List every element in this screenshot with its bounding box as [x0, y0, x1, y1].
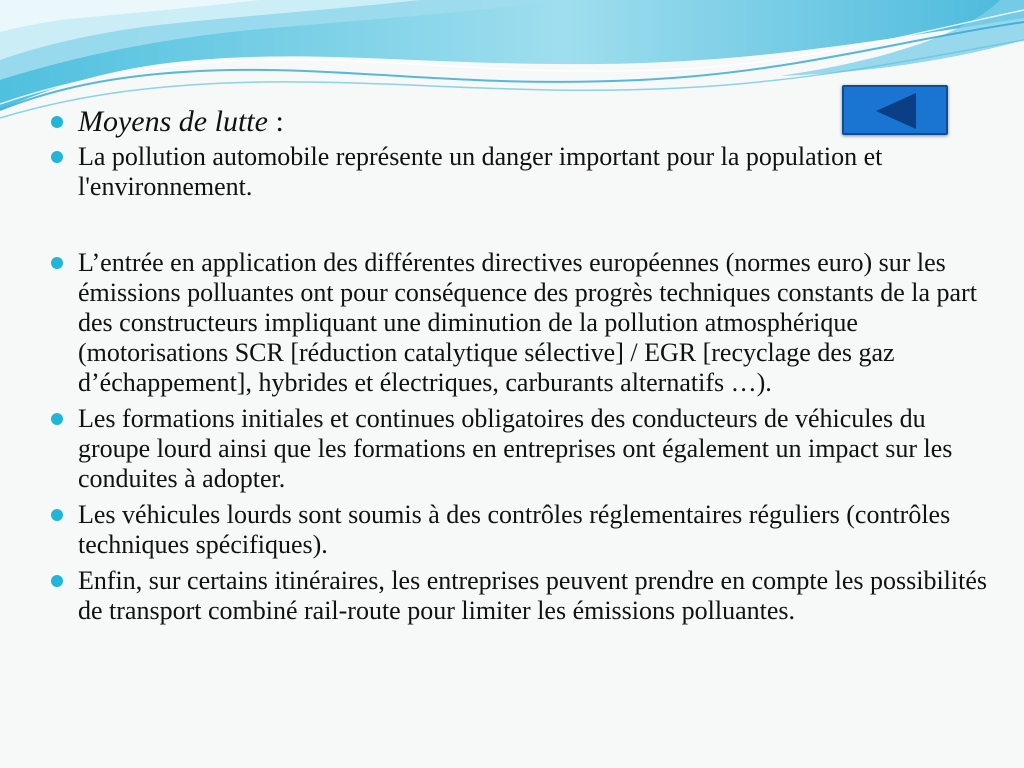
bullet-item [48, 404, 998, 494]
bullet-item [48, 566, 998, 626]
bullet-text: Les véhicules lourds sont soumis à des contrôles réglementaires réguliers (contrôles techniques spécifiques). [78, 500, 951, 559]
bullet-dot [51, 413, 63, 425]
bullet-item [48, 142, 998, 202]
bullet-dot [51, 257, 63, 269]
heading-item [48, 104, 998, 140]
slide-content [48, 104, 998, 626]
bullet-dot [51, 151, 63, 163]
bullet-dot [51, 575, 63, 587]
bullet-text: Enfin, sur certains itinéraires, les entreprises peuvent prendre en compte les possibilités de transport combiné rail-route pour limiter les émissions polluantes. [78, 566, 987, 625]
bullet-text: L’entrée en application des différentes directives européennes (normes euro) sur les émissions polluantes ont pour conséquence des progrès techniques constants de la part des constructeurs impliquant une diminution de la pollution atmosphérique (motorisations SCR [réduction catalytique sélective] / EGR [recyclage des gaz d’échappement], hybrides et électriques, carburants alternatifs …). [78, 248, 977, 397]
bullet-dot [51, 509, 63, 521]
bullet-text: Les formations initiales et continues obligatoires des conducteurs de véhicules du groupe lourd ainsi que les formations en entreprises ont également un impact sur les conduites à adopter. [78, 404, 953, 493]
heading-suffix: : [267, 105, 284, 138]
bullet-dot [51, 116, 63, 128]
bullet-item [48, 500, 998, 560]
bullet-item [48, 248, 998, 398]
bullet-text: La pollution automobile représente un danger important pour la population et l'environnement. [78, 142, 883, 201]
heading-text: Moyens de lutte [78, 105, 268, 138]
